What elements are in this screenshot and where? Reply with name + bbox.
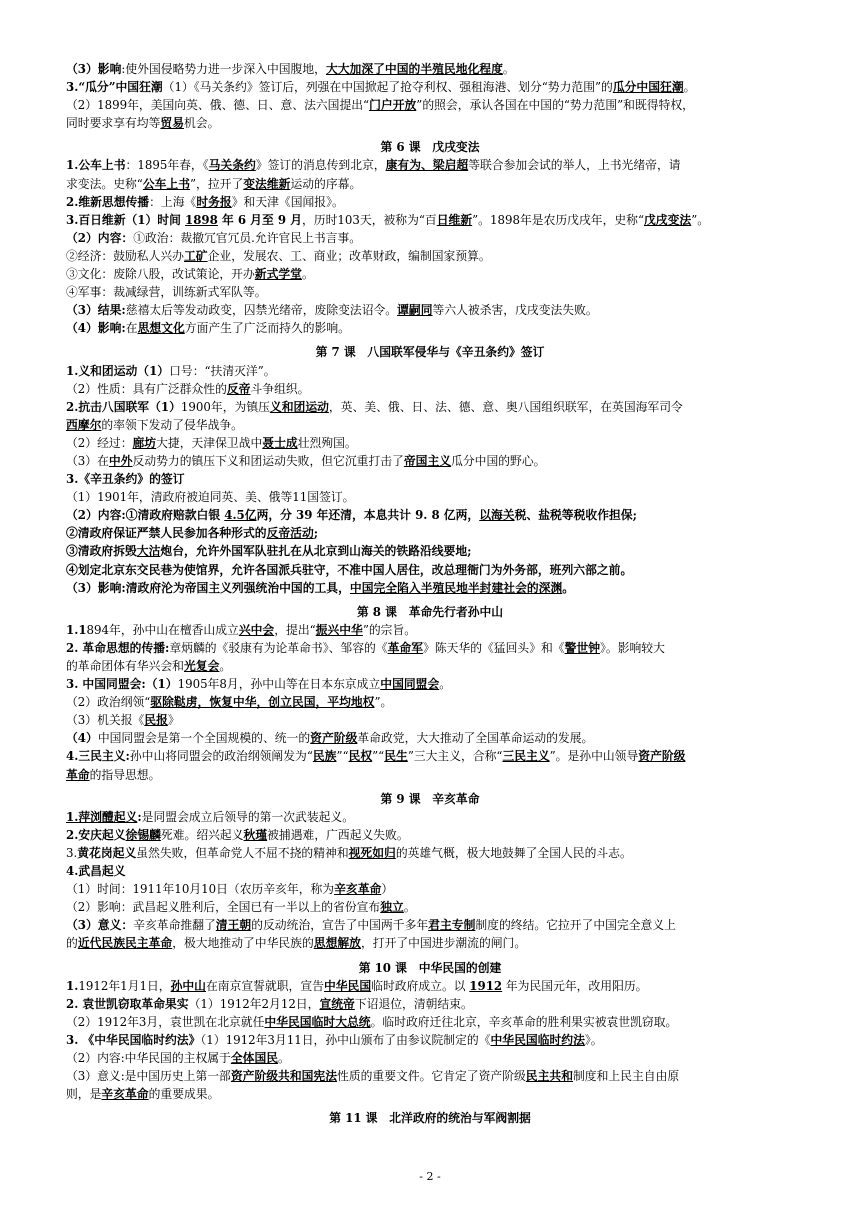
key-term: 日维新 [436,212,473,227]
text-run: 反动势力的镇压下义和团运动失败，但它沉重打击了 [132,453,404,468]
text-run: 在南京宣誓就职，宣告 [205,978,324,993]
key-term: 变法维新 [243,176,291,191]
text-run: 虽然失败，但革命党人不屈不挠的精神和 [136,845,349,860]
key-term: 民主共和 [525,1069,573,1084]
text-line [66,452,794,470]
key-term: 民权 [348,749,373,764]
text-run: （2）政治纲领“ [66,695,151,710]
text-run: ”，拉开了 [190,176,244,191]
key-term: 资产阶级 [310,731,358,746]
text-line [66,880,794,898]
key-term: 资产阶级共和国宪法 [230,1069,338,1084]
text-run: （1）1912年2月12日， [188,996,320,1011]
text-run: 斗争组织。 [250,381,310,396]
bold-text: 1.1 [66,622,87,637]
text-run: 3. [66,845,78,860]
text-run: 则，是 [66,1087,102,1102]
key-term: 帝国主义 [403,453,452,468]
text-line [66,96,794,114]
bold-text: ②清政府保证严禁人民参加各种形式的 [66,526,267,541]
text-run: 下诏退位，清朝结束。 [354,996,473,1011]
text-run: 》和天津《国闻报》。 [231,194,344,209]
text-run: 被捕遇难，广西起义失败。 [267,827,409,842]
text-run: 894年，孙中山在檀香山成立 [86,622,239,637]
bold-text: （3）影响 [66,62,122,76]
text-run: ③文化：废除八股，改试策论，开办 [66,267,255,282]
text-line [66,561,794,579]
bold-text: 3.“瓜分”中国狂潮 [66,80,163,95]
text-run: 中国同盟会是第一个全国规模的、统一的 [97,731,311,746]
text-run: 》陈天华的《猛回头》和《 [423,640,565,655]
text-run: ”。 [374,695,393,710]
text-run: 制度的终结。它拉开了中国完全意义上 [475,918,676,933]
bold-text: （3）影响:清政府沦为帝国主义列强统治中国的工具， [66,580,350,595]
text-line [66,844,794,862]
text-run: （3）意义:是中国历史上第一部 [66,1069,231,1084]
key-term: 马关条约 [208,158,256,173]
text-run: ） [381,882,394,897]
text-line [66,934,794,952]
key-term: 中国完全陷入半殖民地半封建社会的深渊 [349,580,563,595]
text-run: 的指导思想。 [89,767,161,782]
text-run: （2）1899年，美国向英、俄、德、日、意、法六国提出“ [66,98,370,113]
bold-text: 两，分 39 年还清，本息共计 9. 8 亿两， [256,508,480,523]
text-line [66,898,794,916]
text-run: 的革命团体有华兴会和 [66,659,184,673]
key-term: 独立 [380,900,404,915]
key-term: 聂士成 [262,435,298,450]
text-run: 》。 [584,1032,603,1047]
text-run: 年为民国元年，改用阳历。 [502,978,648,993]
key-term: 视死如归 [348,845,396,860]
bold-text: ; [313,526,319,541]
text-run: 壮烈殉国。 [297,435,357,450]
text-run: ②经济：鼓励私人兴办 [66,248,184,263]
bold-text: （2）内容:①清政府赔款白银 [66,508,225,523]
text-run: 。 [278,1050,290,1065]
key-term: 辛亥革命 [334,882,382,897]
text-line [66,524,794,542]
key-term: 反帝 [226,381,251,396]
text-line [66,1085,794,1103]
text-line [66,639,794,657]
text-line [66,380,794,398]
text-run: 瓜分中国的野心。 [451,453,546,468]
key-term: 资产阶级 [638,749,686,764]
text-line [66,675,794,693]
key-term: 中外 [108,453,133,468]
key-term: 戊戌变法 [644,212,692,227]
text-run: 方面产生了广泛而持久的影响。 [184,321,350,336]
bold-text: 4.三民主义: [66,749,130,764]
text-line [66,211,794,229]
text-line [66,488,794,506]
text-line [66,265,794,283]
key-term: 革命 [66,767,90,782]
text-run: 1912年1月1日， [78,978,171,993]
text-line [66,1031,794,1049]
text-line [66,808,794,826]
text-line [66,1049,794,1067]
bold-text: 3.百日维新（1）时间 [66,212,186,227]
text-run: ”“ [372,749,385,764]
text-line [66,729,794,747]
text-line [66,193,794,211]
text-run: 》 [167,713,180,728]
key-term: 警世钟 [564,640,600,655]
bold-text: 4.武昌起义 [66,864,126,879]
key-term: 三民主义 [502,749,550,764]
bold-text: （4）影响: [66,321,126,336]
text-run: 。 [301,267,314,282]
text-run: 等联合参加会试的举人，上书光绪帝，请 [468,158,681,173]
key-term: 以海关 [479,508,515,523]
text-run: 死难。绍兴起义 [160,827,244,842]
text-run: ”的照会，承认各国在中国的“势力范围”和既得特权， [416,98,694,113]
text-run: ”三大主义，合称“ [407,749,503,764]
key-term: 徐锡麟 [125,827,161,842]
bold-text: 2. 袁世凯窃取革命果实 [66,996,189,1011]
text-run: （2）影响：武昌起义胜利后，全国已有一半以上的省份宣布 [66,900,381,915]
text-run: ”“ [336,749,349,764]
text-line [66,175,794,193]
text-line [66,247,794,265]
text-run: （1）1901年，清政府被迫同英、美、俄等11国签订。 [66,490,355,505]
text-run: 。 [219,659,232,673]
key-term: 时务报 [196,194,232,209]
text-line [66,542,794,560]
text-line [66,283,794,301]
key-term: 门户开放 [369,98,417,113]
text-line [66,301,794,319]
bold-text: （4） [66,731,98,746]
text-line [66,60,794,78]
text-run: 大捷，天津保卫战中 [156,435,263,450]
bold-text: 炮台，允许外国军队驻扎在从北京到山海关的铁路沿线要地; [160,544,472,559]
key-term: 民生 [384,749,408,764]
text-run: 辛亥革命推翻了 [133,918,216,933]
key-term: 贸易 [160,116,184,131]
text-run: （1）时间：1911年10月10日（农历辛亥年，称为 [66,882,335,897]
key-term: 民族 [312,749,337,764]
text-run: ，提出“ [274,622,316,637]
bold-text: 1.公车上书 [66,158,126,173]
bold-text: 3.《辛丑条约》的签订 [66,472,185,487]
key-term: 反帝活动 [266,526,314,541]
key-term: 西摩尔 [66,417,102,432]
key-term: 1898 [185,212,218,227]
text-run: （3）在 [66,453,109,468]
key-term: 民报 [144,713,168,728]
text-line [66,114,794,132]
key-term: 中国同盟会 [380,677,440,692]
text-run: 。 [403,900,416,915]
text-line [66,621,794,639]
bold-text: 税、盐税等税收作担保; [514,508,637,523]
text-line [66,766,794,784]
key-term: 康有为、梁启超 [385,158,469,173]
text-run: ”。1898年是农历戊戌年，史称“ [472,212,644,227]
bold-text: 黄花岗起义 [77,845,137,860]
text-run: 。 [502,62,515,76]
text-run: 在 [125,321,138,336]
text-run: ④军事：裁减绿营，训练新式军队等。 [66,285,267,300]
text-line [66,78,794,96]
text-run: （1）《马关条约》签订后，列强在中国掀起了抢夺利权、强租海港、划分“势力范围”的 [162,80,613,95]
bold-text: : [137,809,142,824]
key-term: 瓜分中国狂潮 [612,80,684,95]
key-term: 大沽 [136,544,161,559]
text-line [66,579,794,597]
key-term: 清王朝 [215,918,252,933]
key-term: 中华民国临时大总统 [264,1014,371,1029]
text-line [66,416,794,434]
text-run: 》。影响较大 [600,640,665,655]
key-term: 光复会 [183,659,220,673]
bold-text: （2）内容： [66,230,134,245]
text-run: 1905年8月，孙中山等在日本东京成立 [177,677,381,692]
key-term: 公车上书 [142,176,191,191]
text-run: 临时政府成立。以 [371,978,470,993]
lesson-title: 第 8 课 革命先行者孙中山 [356,604,504,619]
text-run: 慈禧太后等发动政变，囚禁光绪帝，废除变法诏令。 [125,303,398,318]
text-line [66,977,794,995]
text-run: 孙中山将同盟会的政治纲领阐发为“ [129,749,313,764]
text-line [66,693,794,711]
key-term: 中华民国 [323,978,372,993]
text-run: （2）内容:中华民国的主权属于 [66,1050,231,1065]
document-body [66,60,794,1127]
text-line [66,826,794,844]
key-term: 廊坊 [132,435,157,450]
key-term: 工矿 [183,248,208,263]
lesson-title: 第 9 课 辛亥革命 [380,791,480,806]
text-line [66,434,794,452]
text-run: 的 [66,936,78,951]
text-run: 机会。 [184,116,220,131]
text-run: ，英、美、俄、日、法、德、意、奥八国组织联军，在英国海军司令 [328,399,683,414]
text-run: 。 [683,80,696,95]
bold-text: （3）意义： [66,918,134,933]
key-term: 秋瑾 [243,827,268,842]
text-run: 章炳麟的《驳康有为论革命书》、邹容的《 [169,640,388,655]
text-run: 的英雄气概，极大地鼓舞了全国人民的斗志。 [395,845,632,860]
bold-text: 3. 《中华民国临时约法》 [66,1032,201,1047]
text-run: ①政治：裁撤冗官冗员.允许官民上书言事。 [133,230,362,245]
key-term: 义和团运动 [269,399,329,414]
key-term: 近代民族民主革命 [77,936,173,951]
text-line [66,470,794,488]
text-line [66,1013,794,1031]
text-run: ”。 [691,212,710,227]
text-run: ，极大地推动了中华民族的 [172,936,314,951]
bold-text: （3）结果: [66,303,126,318]
text-line [66,156,794,174]
text-run: 性质的重要文件。它肯定了资产阶级 [337,1069,526,1084]
text-run: 企业，发展农、工、商业；改革财政，编制国家预算。 [207,248,491,263]
lesson-title: 第 10 课 中华民国的创建 [358,960,502,975]
key-term: 1912 [469,978,503,993]
text-run: （2）1912年3月，袁世凯在北京就任 [66,1014,265,1029]
text-run: 。 [439,677,452,692]
lesson-title: 第 11 课 北洋政府的统治与军阀割据 [329,1111,531,1126]
bold-text: ③清政府拆毁 [66,544,137,559]
text-run: 是同盟会成立后领导的第一次武装起义。 [141,809,355,824]
key-term: 4.5亿 [224,508,257,523]
text-run: （3）机关报《 [66,713,145,728]
text-run: 的反动统治，宣告了中国两千多年 [251,918,429,933]
text-run: ：1895年春，《 [125,158,209,173]
text-line [66,362,794,380]
text-run: 求变法。史称“ [66,176,143,191]
text-run: 等六人被杀害，戊戌变法失败。 [432,303,598,318]
text-run: （1）1912年3月11日，孙中山颁布了由参议院制定的《 [200,1032,491,1047]
key-term: 思想解放 [313,936,361,951]
key-term: 宣统帝 [319,996,355,1011]
text-run: 的率领下发动了侵华战争。 [101,417,243,432]
text-run: 。临时政府迁往北京，辛亥革命的胜利果实被袁世凯窃取。 [370,1014,678,1029]
text-run: 制度和上民主自由原 [573,1069,680,1084]
text-line [66,995,794,1013]
bold-text: 1. [66,978,79,993]
key-term: 革命军 [387,640,424,655]
text-run: （2）性质：具有广泛群众性的 [66,381,227,396]
text-run: 口号：“扶清灭洋”。 [169,363,276,378]
text-run: ”的宗旨。 [362,622,417,637]
lesson-title: 第 6 课 戊戌变法 [380,140,480,155]
key-term: 驱除鞑虏，恢复中华，创立民国，平均地权 [150,695,375,710]
bold-text: 1.义和团运动（1） [66,363,170,378]
key-term: 1.萍浏醴起义 [66,809,138,824]
text-run: 同时要求享有均等 [66,116,161,131]
bold-text: 2.安庆起义 [66,827,126,842]
key-term: 振兴中华 [315,622,363,637]
text-run: ，打开了中国进步潮流的闸门。 [360,936,527,951]
text-run: 运动的序幕。 [290,176,362,191]
text-run: ：上海《 [149,194,197,209]
bold-text: 2.抗击八国联军（1） [66,399,181,414]
text-run: 革命政党，大大推动了全国革命运动的发展。 [357,731,594,746]
key-term: 君主专制 [428,918,476,933]
bold-text: ④划定北京东交民巷为使馆界，允许各国派兵驻守，不准中国人居住，改总理衙门为外务部，班列六部之前。 [66,562,633,577]
text-line [66,319,794,337]
text-line [66,506,794,524]
key-term: 谭嗣同 [397,303,433,318]
bold-text: 3. 中国同盟会:（1） [66,677,178,692]
text-run: ”。是孙中山领导 [549,749,639,764]
key-term: 辛亥革命 [101,1087,149,1102]
key-term: 大大加深了中国的半殖民地化程度 [325,62,503,76]
text-line [66,1067,794,1085]
text-line [66,916,794,934]
page-number: - 2 - [419,1170,441,1183]
key-term: 新式学堂 [254,267,302,282]
text-line [66,657,794,675]
key-term: 思想文化 [137,321,185,336]
text-run: （2）经过： [66,435,133,450]
text-line [66,229,794,247]
key-term: 全体国民 [230,1050,279,1065]
text-line [66,862,794,880]
text-line [66,711,794,729]
bold-text: 2. 革命思想的传播: [66,640,170,655]
bold-text: 2.维新思想传播 [66,194,150,209]
text-line [66,747,794,765]
text-line [66,398,794,416]
lesson-title: 第 7 课 八国联军侵华与《辛丑条约》签订 [315,345,545,360]
text-run: 的重要成果。 [148,1087,220,1102]
key-term: 孙中山 [170,978,206,993]
key-term: 兴中会 [238,622,275,637]
bold-text: 。 [562,580,575,595]
text-run: 1900年，为镇压 [180,399,270,414]
text-run: ，历时103天，被称为“百 [302,212,437,227]
key-term: 中华民国临时约法 [490,1032,585,1047]
bold-text: 年 6 月至 9 月 [217,212,302,227]
text-run: 》签订的消息传到北京， [255,158,386,173]
text-run: :使外国侵略势力进一步深入中国腹地， [121,62,326,76]
